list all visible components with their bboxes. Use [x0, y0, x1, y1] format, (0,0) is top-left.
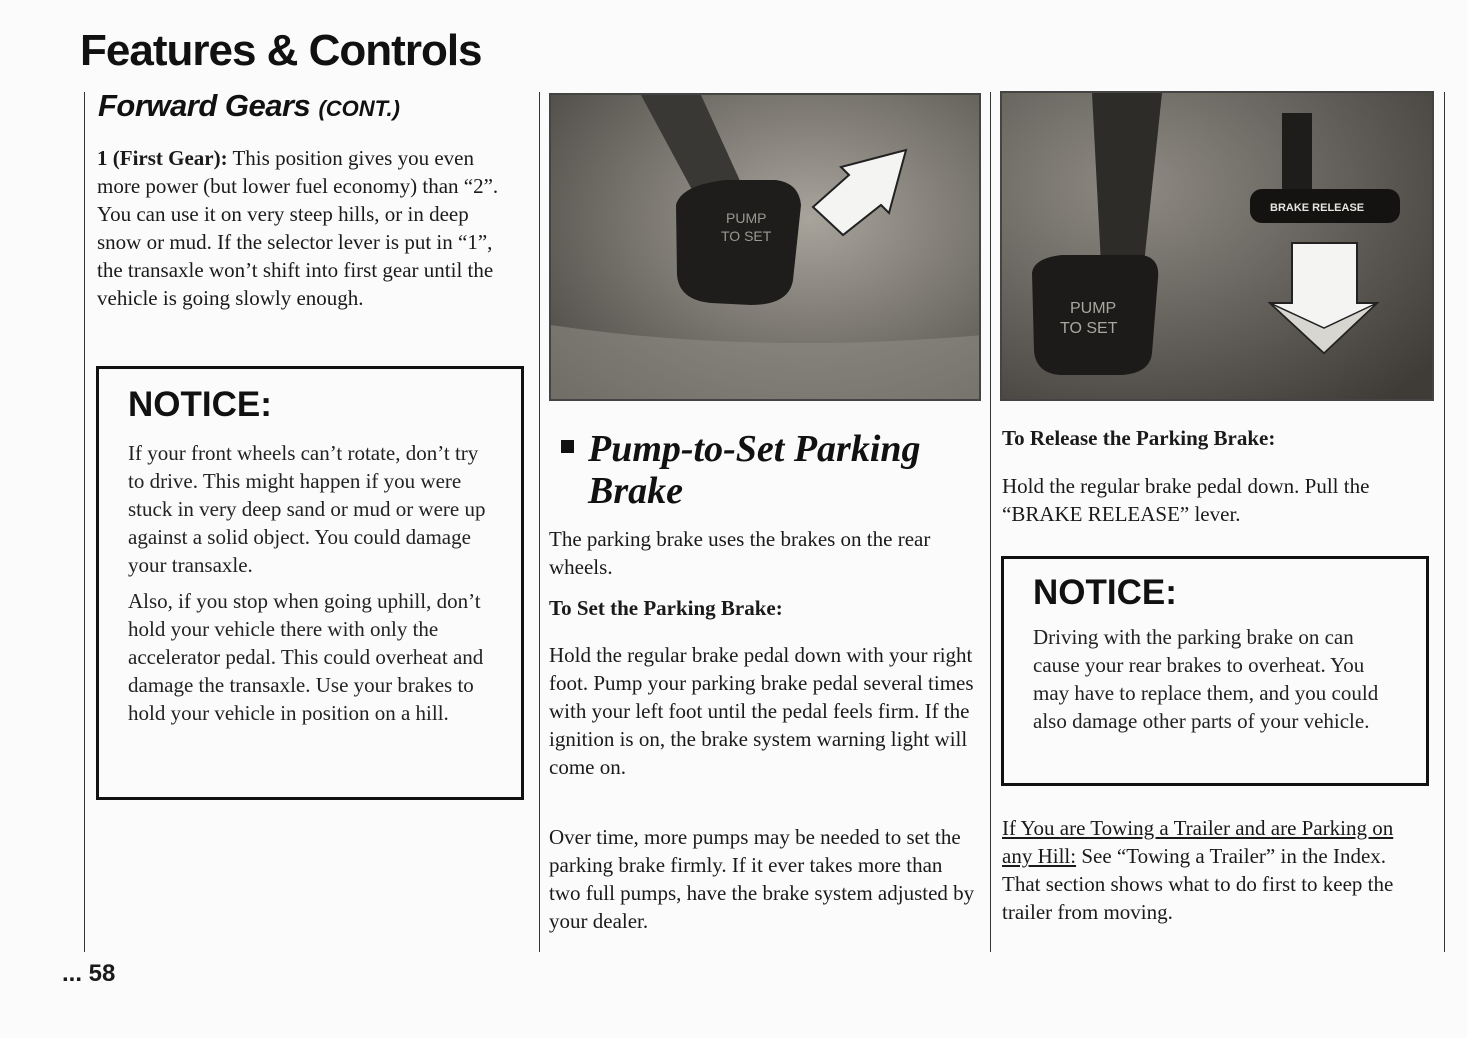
notice-heading-right: NOTICE:: [1033, 573, 1177, 612]
column-divider-edge: [1444, 92, 1445, 952]
pedal-label-2: TO SET: [721, 228, 772, 244]
subtitle-suffix: (CONT.): [318, 96, 400, 121]
first-gear-text: This position gives you even more power (but lower fuel economy) than “2”. You can use it on very steep hills, or in deep snow or mud. If the selector lever is put in “1”, the transaxle won’t shift into first gear until the vehicle is going slowly enough.: [97, 146, 499, 310]
first-gear-paragraph: [97, 144, 517, 312]
notice-box-right: [1001, 556, 1429, 786]
towing-paragraph: [1002, 814, 1427, 926]
release-brake-heading: To Release the Parking Brake:: [1002, 426, 1276, 450]
heading-text: Pump-to-Set Parking Brake: [588, 428, 921, 512]
towing-text: See “Towing a Trailer” in the Index. That section shows what to do first to keep the trailer from moving.: [1002, 844, 1394, 924]
page-title: Features & Controls: [80, 26, 482, 75]
pump-to-set-heading: [561, 428, 961, 512]
notice-paragraph-1: If your front wheels can’t rotate, don’t try to drive. This might happen if you were stuck in very deep sand or mud or were up against a solid object. You could damage your transaxle.: [128, 441, 486, 577]
pedal-label-1: PUMP: [726, 210, 767, 226]
bullet-icon: [561, 440, 574, 453]
column-divider-right: [990, 92, 991, 952]
notice-body: [128, 439, 495, 727]
brake-release-photo: [1000, 91, 1434, 401]
subtitle-text: Forward Gears: [98, 88, 311, 123]
first-gear-label: 1 (First Gear):: [97, 146, 228, 170]
notice-heading: NOTICE:: [128, 385, 272, 424]
column-divider-left: [84, 92, 85, 952]
page-number: ... 58: [62, 960, 116, 987]
set-brake-text: Hold the regular brake pedal down with your right foot. Pump your parking brake pedal several times with your left foot until the pedal feels firm. If the ignition is on, the brake system warning light will come on.: [549, 643, 974, 779]
notice-body-right: Driving with the parking brake on can cause your rear brakes to overheat. You may have to replace them, and you could also damage other parts of your vehicle.: [1033, 625, 1379, 733]
notice-box-left: [96, 366, 524, 800]
pedal-label-3: PUMP: [1070, 300, 1117, 317]
section-subtitle: [98, 88, 400, 124]
lever-label: BRAKE RELEASE: [1270, 202, 1365, 214]
towing-link[interactable]: If You are Towing a Trailer and are Parking on any Hill:: [1002, 816, 1394, 868]
pump-to-set-illustration: [551, 95, 981, 401]
pedal-label-4: TO SET: [1060, 320, 1118, 337]
release-brake-text: Hold the regular brake pedal down. Pull the “BRAKE RELEASE” lever.: [1002, 474, 1370, 526]
brake-release-illustration: [1002, 93, 1434, 401]
parking-brake-intro: The parking brake uses the brakes on the rear wheels.: [549, 527, 931, 579]
over-time-text: Over time, more pumps may be needed to set the parking brake firmly. If it ever takes more than two full pumps, have the brake system adjusted by your dealer.: [549, 825, 975, 933]
set-brake-heading: To Set the Parking Brake:: [549, 596, 783, 620]
column-divider-middle: [539, 92, 540, 952]
pump-to-set-photo: [549, 93, 981, 401]
notice-paragraph-2: Also, if you stop when going uphill, don’t hold your vehicle there with only the accelerator pedal. This could overheat and damage the transaxle. Use your brakes to hold your vehicle in position on a hill.: [128, 589, 484, 725]
